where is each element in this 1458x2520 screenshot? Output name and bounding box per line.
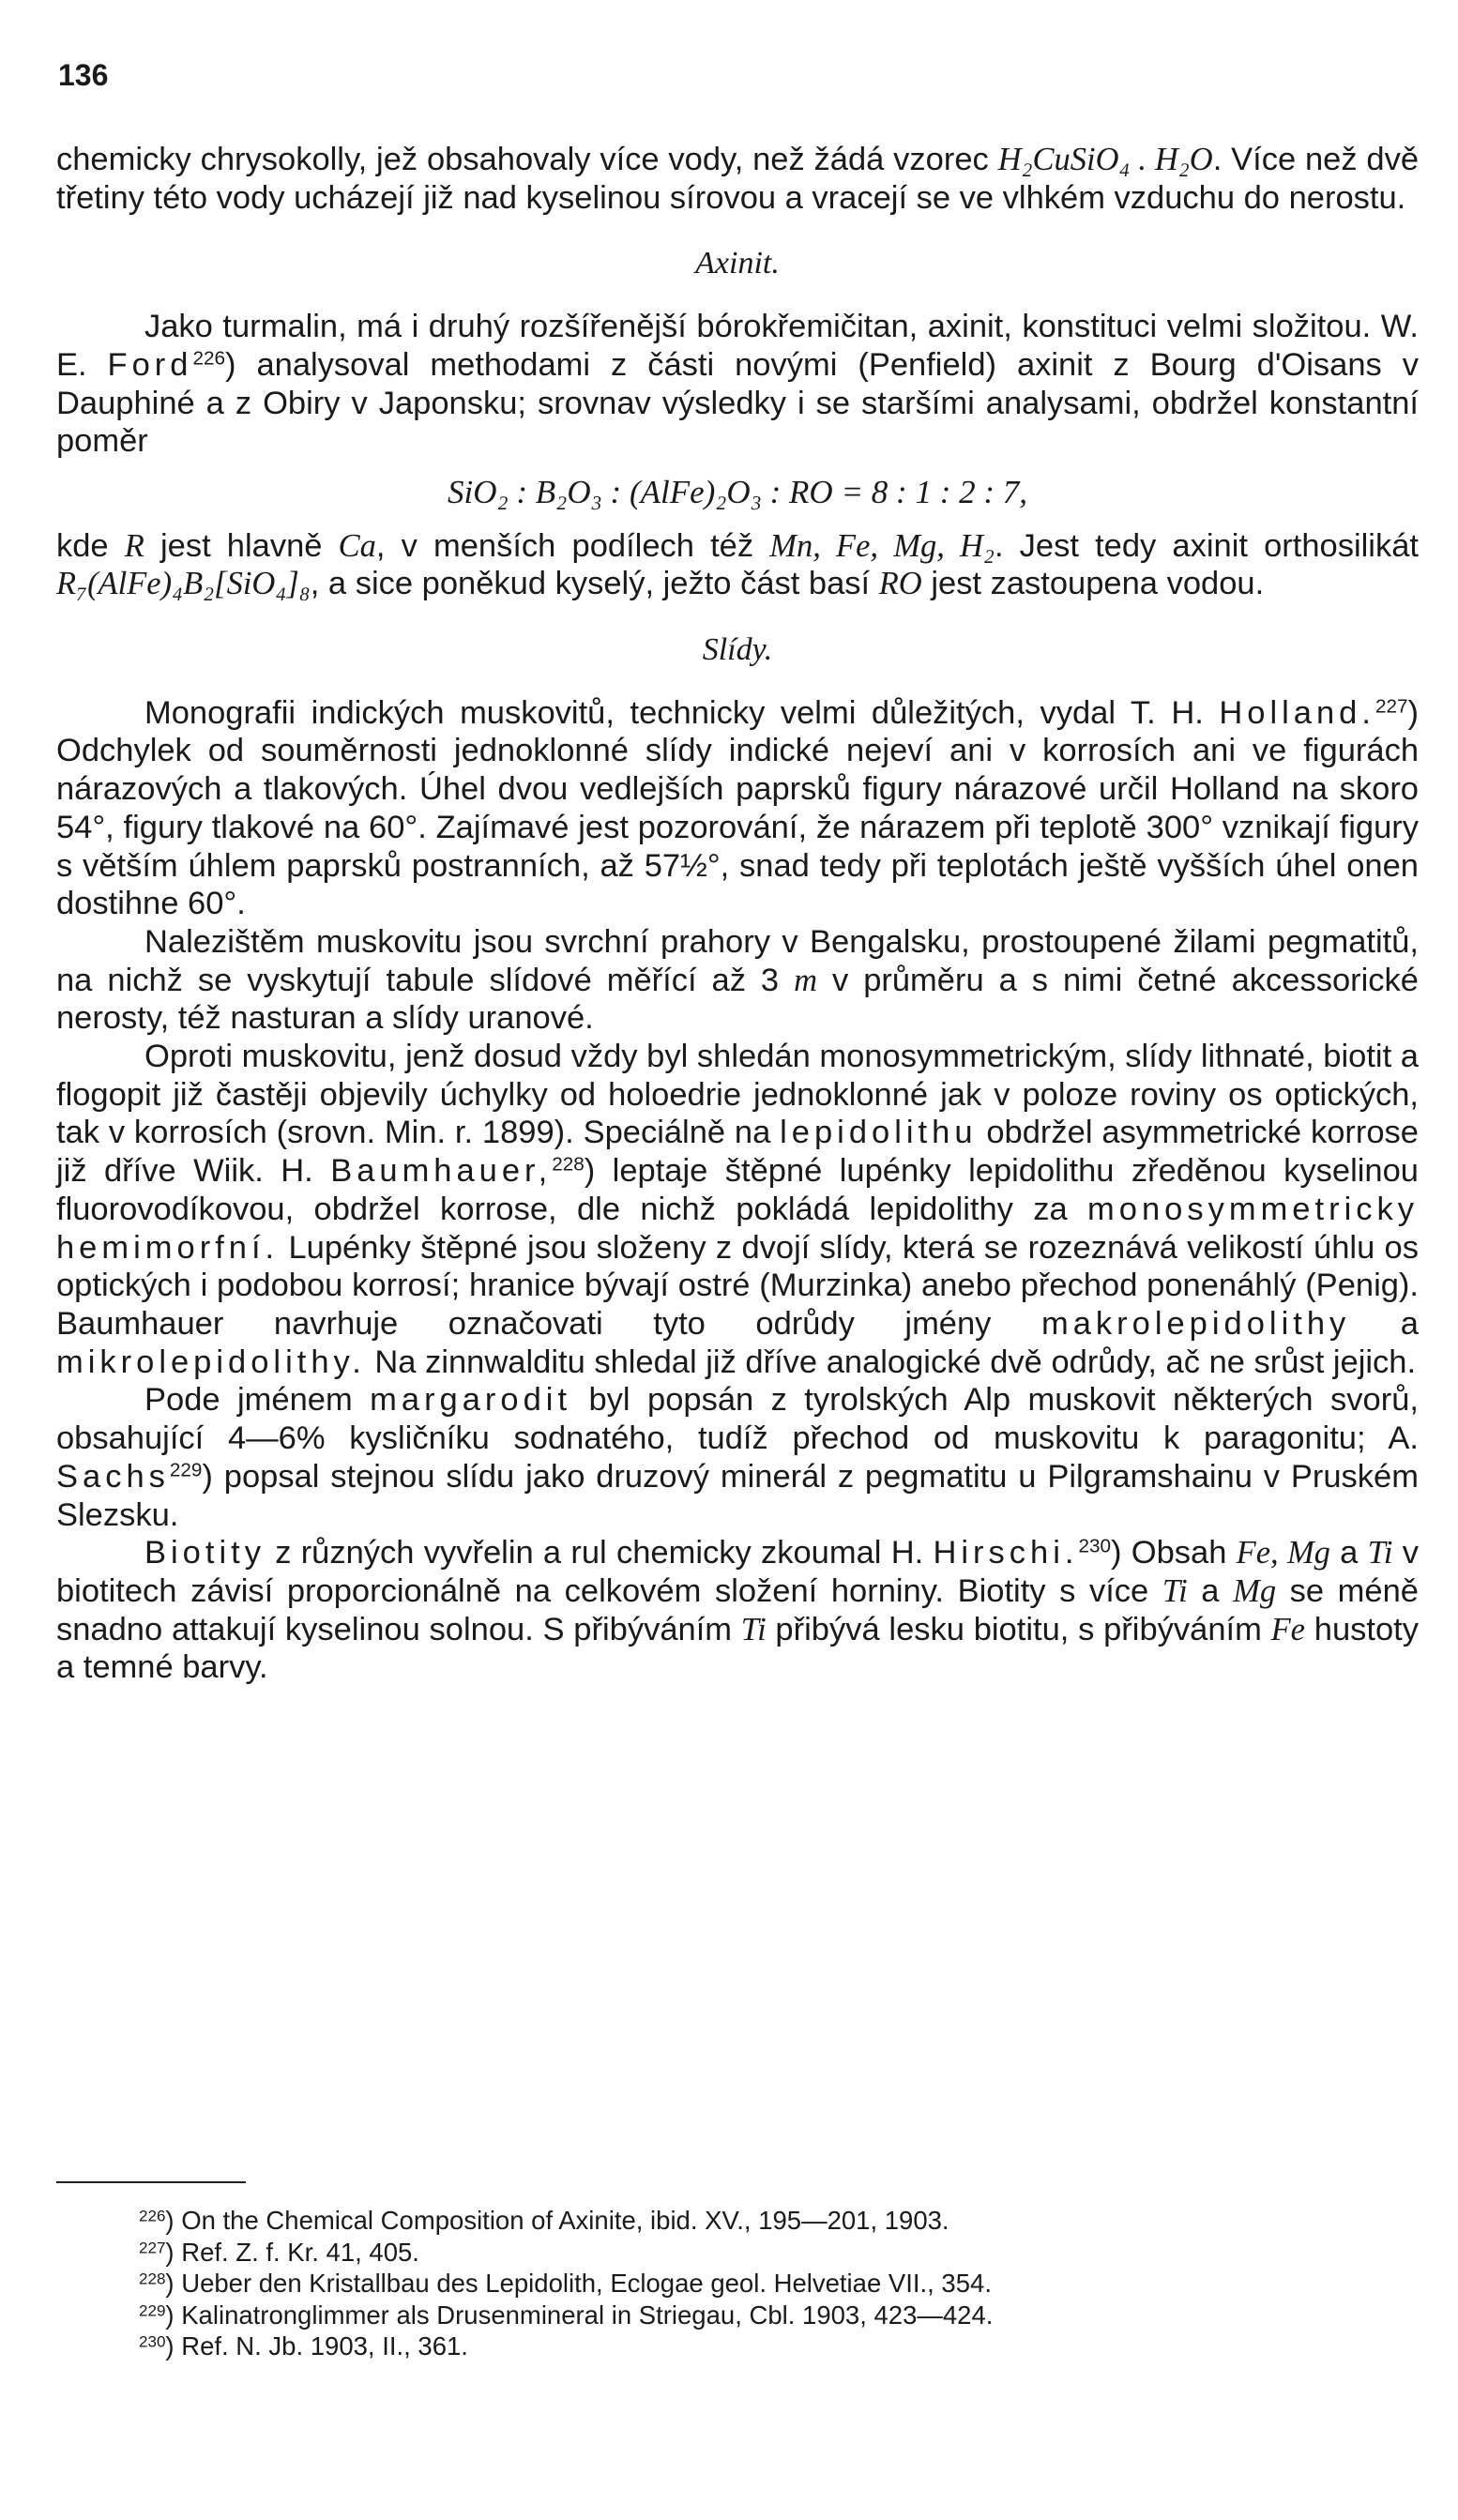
footnote-ref: 227	[1374, 695, 1408, 718]
ratio-formula: SiO₂ : B₂O₃ : (AlFe)₂O₃ : RO = 8 : 1 : 2 : 7,	[447, 473, 1028, 510]
paragraph-muskovit-naleziste: Nalezištěm muskovitu jsou svrchní prahory v Bengalsku, prostoupené žilami pegmatitů, na nichž se vyskytují tabule slídové měřící až 3 m v průměru a s nimi četné akcessorické nerosty, též nasturan a slídy uranové.	[56, 923, 1419, 1037]
paragraph-axinit: Jako turmalin, má i druhý rozšířenější bórokřemičitan, axinit, konstituci velmi složitou. W. E. Ford$^{226}$) analysoval methodami z části novými (Penfield) axinit z Bourg d'Oisans v Dauphiné a z Obiry v Japonsku; srovnav výsledky i se staršími analysami, obdržel konstantní poměr	[56, 309, 1419, 460]
formula-inline: R₇(AlFe)₄B₂[SiO₄]₈	[56, 566, 311, 602]
section-heading-axinit: Axinit.	[695, 246, 780, 281]
author-name: Holland.	[1219, 694, 1375, 731]
main-text	[56, 141, 1419, 1687]
formula-inline: H₂CuSiO₄ . H₂O	[997, 142, 1213, 177]
paragraph-biotity: Biotity z různých vyvřelin a rul chemicky zkoumal H. Hirschi.$^{230}$) Obsah Fe, Mg a Ti v biotitech závisí proporcionálně na celkovém složení horniny. Biotity s více Ti a Mg se méně snadno attakují kyselinou solnou. S přibýváním Ti přibývá lesku biotitu, s přibýváním Fe hustoty a temné barvy.	[56, 1535, 1419, 1686]
page-number: 136	[58, 58, 109, 92]
paragraph-margarodit: Pode jménem margarodit byl popsán z tyrolských Alp muskovit některých svorů, obsahující 4—6% kysličníku sodnatého, tudíž přechod od muskovitu k paragonitu; A. Sachs$^{229}$) popsal stejnou slídu jako druzový minerál z pegmatitu u Pilgramshainu v Pruském Slezsku.	[56, 1382, 1419, 1533]
author-name: Hirschi.	[933, 1535, 1079, 1571]
paragraph-chrysokolla: chemicky chrysokolly, jež obsahovaly více vody, než žádá vzorec H₂CuSiO₄ . H₂O. Více než dvě třetiny této vody ucházejí již nad kyselinou sírovou a vracejí se ve vlhkém vzduchu do nerostu.	[56, 142, 1420, 216]
footnote: $^{230}$) Ref. N. Jb. 1903, II., 361.	[139, 2331, 468, 2361]
footnote-ref: 229	[169, 1459, 203, 1481]
footnote-ref: 228	[552, 1153, 585, 1176]
author-name: Sachs	[56, 1458, 170, 1495]
footnote: $^{227}$) Ref. Z. f. Kr. 41, 405.	[139, 2237, 419, 2267]
footnotes	[139, 2205, 1415, 2362]
author-name: Baumhauer,	[330, 1153, 553, 1190]
section-heading-slidy: Slídy.	[702, 632, 773, 668]
paragraph-lepidolith: Oproti muskovitu, jenž dosud vždy byl shledán monosymmetrickým, slídy lithnaté, biotit a flogopit již častěji objevily úchylky od holoedrie jednoklonné jak v poloze roviny os optických, tak v korrosích (srovn. Min. r. 1899). Speciálně na lepidolithu obdržel asymmetrické korrose již dříve Wiik. H. Baumhauer,$^{228}$) leptaje štěpné lupénky lepidolithu zředěnou kyselinou fluorovodíkovou, obdržel korrose, dle nichž pokládá lepidolithy za monosymmetricky hemimorfní. Lupénky štěpné jsou složeny z dvojí slídy, která se rozeznává velikostí úhlu os optických i podobou korrosí; hranice bývají ostré (Murzinka) anebo přechod ponenáhlý (Penig). Baumhauer navrhuje označovati tyto odrůdy jmény makrolepidolithy a mikrolepidolithy. Na zinnwalditu shledal již dříve analogické dvě odrůdy, ač ne srůst jejich.	[56, 1039, 1419, 1380]
footnote: $^{229}$) Kalinatronglimmer als Drusenmineral in Striegau, Cbl. 1903, 423—424.	[139, 2300, 994, 2330]
author-name: Ford	[107, 346, 193, 383]
footnote: $^{226}$) On the Chemical Composition of Axinite, ibid. XV., 195—201, 1903.	[139, 2206, 949, 2235]
paragraph-axinit-composition: kde R jest hlavně Ca, v menších podílech též Mn, Fe, Mg, H₂. Jest tedy axinit orthosilikát R₇(AlFe)₄B₂[SiO₄]₈, a sice poněkud kyselý, ježto část basí RO jest zastoupena vodou.	[56, 527, 1419, 602]
footnote-divider	[56, 2181, 246, 2183]
footnote-ref: 230	[1078, 1535, 1111, 1557]
paragraph-muskovit-monografie: Monografii indických muskovitů, technicky velmi důležitých, vydal T. H. Holland.$^{227}$) Odchylek od souměrnosti jednoklonné slídy indické nejeví ani v korrosích ani ve figurách nárazových a tlakových. Úhel dvou vedlejších paprsků figury nárazové určil Holland na skoro 54°, figury tlakové na 60°. Zajímavé jest pozorování, že nárazem při teplotě 300° vznikají figury s větším úhlem paprsků postranních, až 57½°, snad tedy při teplotách ještě vyšších úhel onen dostihne 60°.	[56, 694, 1419, 922]
footnote: $^{228}$) Ueber den Kristallbau des Lepidolith, Eclogae geol. Helvetiae VII., 354.	[139, 2269, 992, 2298]
footnote-ref: 226	[192, 347, 226, 370]
